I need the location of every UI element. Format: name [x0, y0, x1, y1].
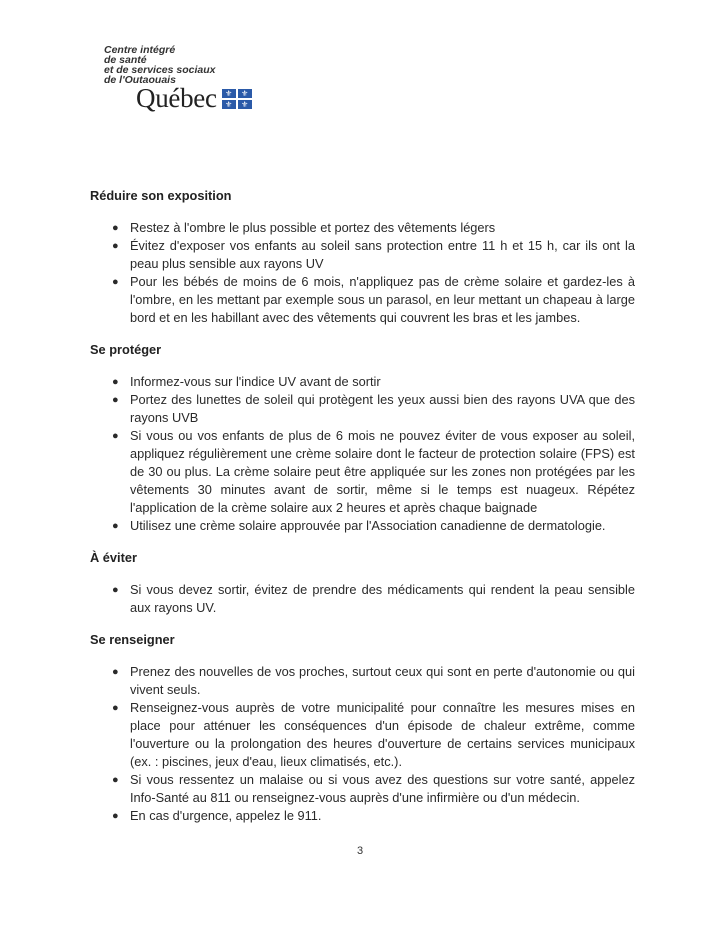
bullet-icon: ● — [112, 810, 119, 822]
bullet-icon: ● — [112, 584, 119, 596]
list-item: ● Utilisez une crème solaire approuvée par l'Association canadienne de dermatologie. — [112, 518, 606, 533]
list-item: ● Pour les bébés de moins de 6 mois, n'appliquez pas de crème solaire et gardez-les à l'ombre, en les mettant par exemple sous un parasol, en leur mettant un chapeau à large bord et en les habillant avec des vêtements qui couvrent les bras et les jambes. — [112, 274, 635, 325]
page-number: 3 — [356, 845, 364, 857]
section-heading: À éviter — [90, 550, 137, 565]
bullet-icon: ● — [112, 240, 119, 252]
section-heading: Réduire son exposition — [90, 188, 232, 203]
list-item: ● Évitez d'exposer vos enfants au soleil sans protection entre 11 h et 15 h, car ils ont la peau plus sensible aux rayons UV — [112, 238, 635, 271]
bullet-icon: ● — [112, 394, 119, 406]
list-item: ● Restez à l'ombre le plus possible et portez des vêtements légers — [112, 220, 496, 235]
org-line: de santé — [104, 54, 147, 66]
fleur-de-lis-icon: ⚜ — [238, 100, 252, 109]
bullet-list — [90, 373, 635, 535]
bullet-list — [90, 219, 635, 327]
section-reduce-exposure — [90, 187, 635, 327]
list-item: ● Renseignez-vous auprès de votre municipalité pour connaître les mesures mises en place pour atténuer les conséquences d'un épisode de chaleur extrême, comme l'ouverture ou la prolongation des heures d'ouverture de certains services municipaux (ex. : piscines, jeux d'eau, lieux climatisés, etc.). — [112, 700, 635, 769]
quebec-text: Québec — [136, 83, 217, 113]
bullet-icon: ● — [112, 376, 119, 388]
org-line: de l'Outaouais — [104, 74, 176, 86]
section-avoid — [90, 549, 635, 617]
bullet-icon: ● — [112, 520, 119, 532]
list-item: ● Si vous devez sortir, évitez de prendre des médicaments qui rendent la peau sensible aux rayons UV. — [112, 582, 635, 615]
list-item: ● Portez des lunettes de soleil qui protègent les yeux aussi bien des rayons UVA que des rayons UVB — [112, 392, 635, 425]
list-item: ● En cas d'urgence, appelez le 911. — [112, 808, 322, 823]
list-item: ● Informez-vous sur l'indice UV avant de sortir — [112, 374, 381, 389]
section-protect — [90, 341, 635, 535]
bullet-icon: ● — [112, 276, 119, 288]
organization-name — [104, 45, 294, 85]
fleur-de-lis-icon: ⚜ — [222, 100, 236, 109]
quebec-flag-icon — [222, 89, 252, 109]
document-body — [90, 187, 635, 839]
section-heading: Se protéger — [90, 342, 162, 357]
quebec-wordmark — [136, 83, 252, 114]
bullet-icon: ● — [112, 666, 119, 678]
bullet-list — [90, 663, 635, 825]
fleur-de-lis-icon: ⚜ — [222, 89, 236, 98]
list-item: ● Prenez des nouvelles de vos proches, surtout ceux qui sont en perte d'autonomie ou qui vivent seuls. — [112, 664, 635, 697]
list-item: ● Si vous ou vos enfants de plus de 6 mois ne pouvez éviter de vous exposer au soleil, appliquez régulièrement une crème solaire dont le facteur de protection solaire (FPS) est de 30 ou plus. La crème solaire peut être appliquée sur les zones non protégées par les vêtements 30 minutes avant de sortir, même si le temps est nuageux. Répétez l'application de la crème solaire aux 2 heures et après chaque baignade — [112, 428, 635, 515]
org-line: et de services sociaux — [104, 64, 216, 76]
bullet-icon: ● — [112, 222, 119, 234]
section-inform — [90, 631, 635, 825]
organization-logo — [104, 45, 294, 115]
bullet-list — [90, 581, 635, 617]
org-line: Centre intégré — [104, 44, 176, 56]
bullet-icon: ● — [112, 774, 119, 786]
section-heading: Se renseigner — [90, 632, 175, 647]
list-item: ● Si vous ressentez un malaise ou si vous avez des questions sur votre santé, appelez Info-Santé au 811 ou renseignez-vous auprès d'une infirmière ou d'un médecin. — [112, 772, 635, 805]
bullet-icon: ● — [112, 702, 119, 714]
bullet-icon: ● — [112, 430, 119, 442]
fleur-de-lis-icon: ⚜ — [238, 89, 252, 98]
